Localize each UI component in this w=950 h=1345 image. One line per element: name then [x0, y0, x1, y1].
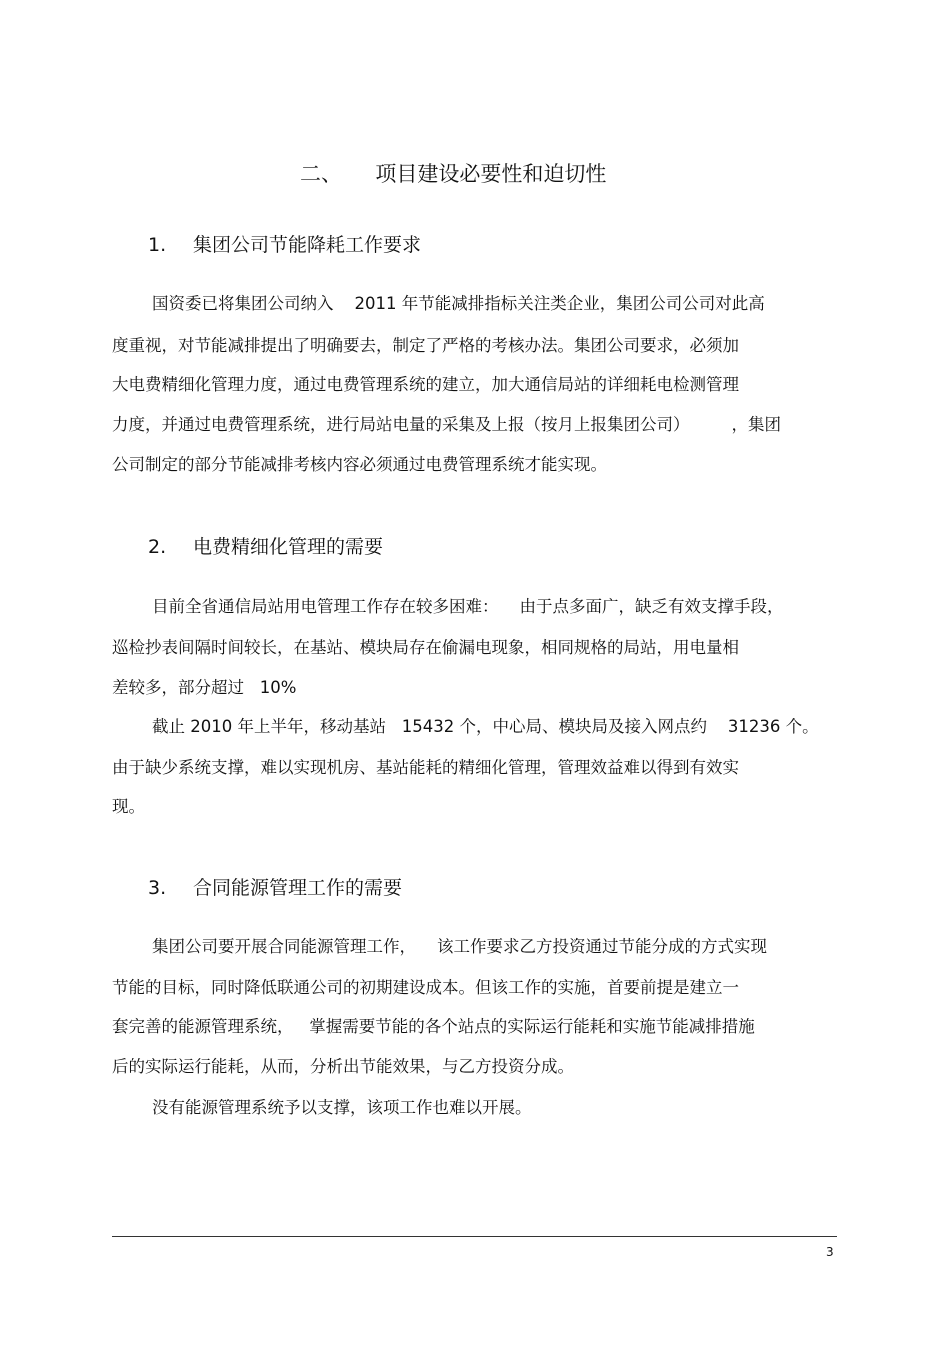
paragraph-line: 国资委已将集团公司纳入 2011 年节能减排指标关注类企业，集团公司公司对此高 [152, 294, 765, 313]
section-title: 二、 项目建设必要性和迫切性 [300, 162, 607, 186]
heading-2 [148, 532, 383, 559]
footer-divider [112, 1236, 837, 1237]
page-number: 3 [826, 1245, 834, 1259]
paragraph-line: 差较多，部分超过 10% [112, 678, 297, 697]
paragraph-line: 没有能源管理系统予以支撑，该项工作也难以开展。 [152, 1098, 532, 1117]
paragraph-line: 节能的目标，同时降低联通公司的初期建设成本。但该工作的实施，首要前提是建立一 [112, 978, 739, 997]
paragraph-line: 现。 [112, 797, 145, 816]
heading-text: 合同能源管理工作的需要 [193, 877, 403, 899]
heading-number: 3. [148, 877, 167, 899]
paragraph-line: 力度，并通过电费管理系统，进行局站电量的采集及上报（按月上报集团公司） ，集团 [112, 415, 781, 434]
paragraph-line: 公司制定的部分节能减排考核内容必须通过电费管理系统才能实现。 [112, 455, 607, 474]
paragraph-line: 大电费精细化管理力度，通过电费管理系统的建立，加大通信局站的详细耗电检测管理 [112, 375, 739, 394]
heading-number: 2. [148, 536, 167, 558]
paragraph-line: 目前全省通信局站用电管理工作存在较多困难： 由于点多面广，缺乏有效支撑手段， [152, 597, 784, 616]
paragraph-line: 度重视，对节能减排提出了明确要去，制定了严格的考核办法。集团公司要求，必须加 [112, 336, 739, 355]
heading-1 [148, 230, 421, 257]
heading-number: 1. [148, 234, 167, 256]
paragraph-line: 由于缺少系统支撑，难以实现机房、基站能耗的精细化管理，管理效益难以得到有效实 [112, 758, 739, 777]
paragraph-line: 后的实际运行能耗，从而，分析出节能效果，与乙方投资分成。 [112, 1057, 574, 1076]
paragraph-line: 集团公司要开展合同能源管理工作， 该工作要求乙方投资通过节能分成的方式实现 [152, 937, 767, 956]
paragraph-line: 巡检抄表间隔时间较长，在基站、模块局存在偷漏电现象，相同规格的局站，用电量相 [112, 638, 739, 657]
paragraph-line: 套完善的能源管理系统， 掌握需要节能的各个站点的实际运行能耗和实施节能减排措施 [112, 1017, 755, 1036]
heading-3 [148, 873, 402, 900]
paragraph-line: 截止 2010 年上半年，移动基站 15432 个，中心局、模块局及接入网点约 31236 个。 [152, 717, 819, 736]
heading-text: 集团公司节能降耗工作要求 [193, 234, 422, 256]
heading-text: 电费精细化管理的需要 [193, 536, 384, 558]
